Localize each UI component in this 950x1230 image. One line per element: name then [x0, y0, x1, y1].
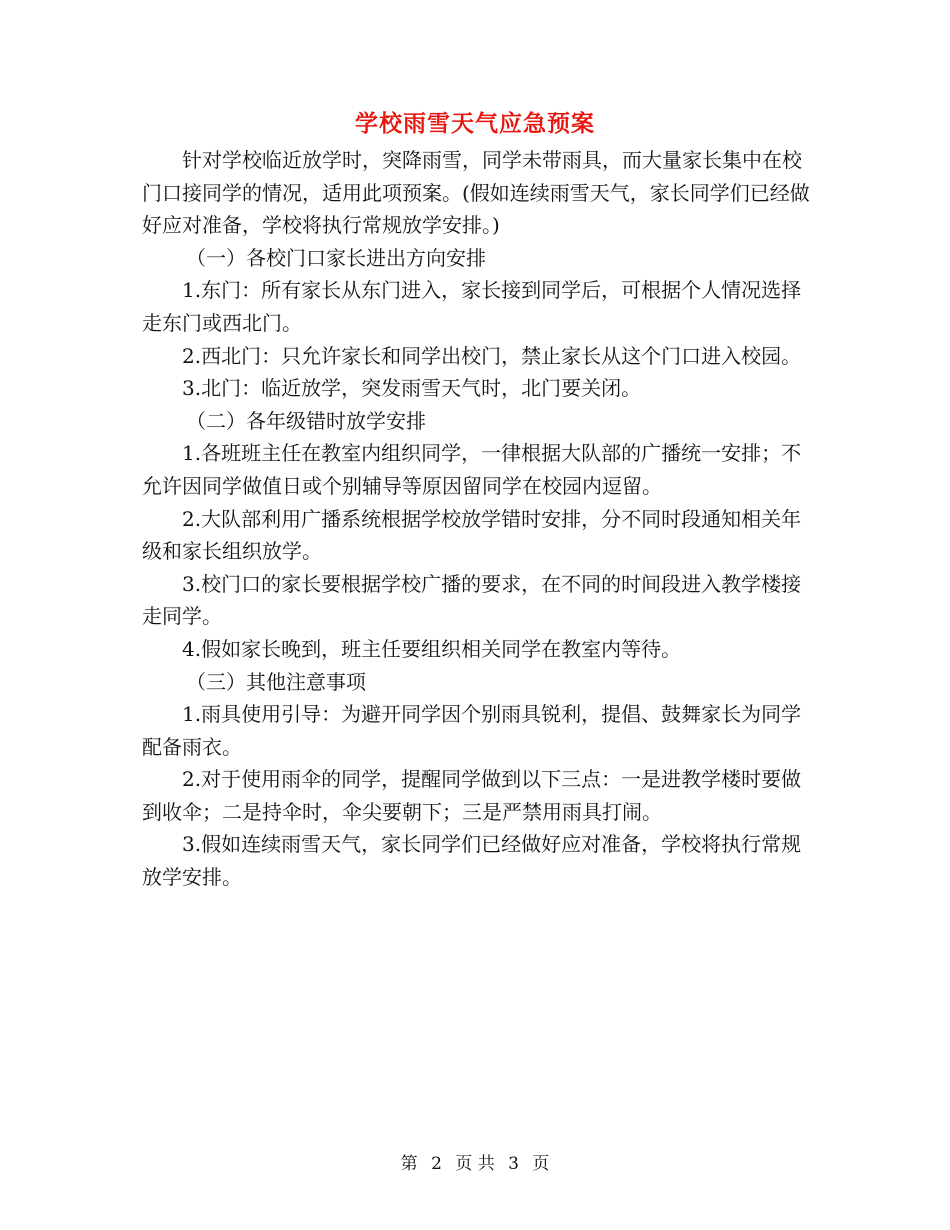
- section-1-item-3: 3.北门：临近放学，突发雨雪天气时，北门要关闭。: [182, 376, 642, 401]
- section-3-item-3: 3.假如连续雨雪天气，家长同学们已经做好应对准备，学校将执行常规放学安排。: [142, 832, 802, 890]
- document-title: 学校雨雪天气应急预案: [355, 110, 595, 137]
- page-number-footer: [0, 1152, 950, 1176]
- section-1-item-1: 1.东门：所有家长从东门进入，家长接到同学后，可根据个人情况选择走东门或西北门。: [142, 278, 802, 335]
- page-mid: 页 共: [455, 1154, 495, 1174]
- section-3-item-1: 1.雨具使用引导：为避开同学因个别雨具锐利，提倡、鼓舞家长为同学配备雨衣。: [142, 702, 802, 759]
- section-heading-1: （一）各校门口家长进出方向安排: [186, 245, 486, 270]
- section-2-item-4: 4.假如家长晚到，班主任要组织相关同学在教室内等待。: [182, 636, 682, 661]
- page-prefix: 第: [400, 1154, 418, 1174]
- page-suffix: 页: [532, 1154, 550, 1174]
- section-3-item-2: 2.对于使用雨伞的同学，提醒同学做到以下三点：一是进教学楼时要做到收伞；二是持伞时，伞尖要朝下；三是严禁用雨具打闹。: [142, 767, 802, 824]
- section-2-item-2: 2.大队部利用广播系统根据学校放学错时安排，分不同时段通知相关年级和家长组织放学。: [142, 506, 802, 564]
- section-heading-3: （三）其他注意事项: [186, 669, 366, 694]
- current-page-number: 2: [431, 1154, 442, 1174]
- document-body: [142, 144, 810, 894]
- section-heading-2: （二）各年级错时放学安排: [186, 408, 426, 433]
- section-2-item-1: 1.各班班主任在教室内组织同学，一律根据大队部的广播统一安排；不允许因同学做值日或个别辅导等原因留同学在校园内逗留。: [142, 441, 802, 498]
- intro-paragraph: 针对学校临近放学时，突降雨雪，同学未带雨具，而大量家长集中在校门口接同学的情况，适用此项预案。(假如连续雨雪天气，家长同学们已经做好应对准备，学校将执行常规放学安排。): [142, 148, 810, 238]
- section-2-item-3: 3.校门口的家长要根据学校广播的要求，在不同的时间段进入教学楼接走同学。: [142, 571, 802, 629]
- total-pages-number: 3: [508, 1154, 519, 1174]
- section-1-item-2: 2.西北门：只允许家长和同学出校门，禁止家长从这个门口进入校园。: [182, 343, 802, 368]
